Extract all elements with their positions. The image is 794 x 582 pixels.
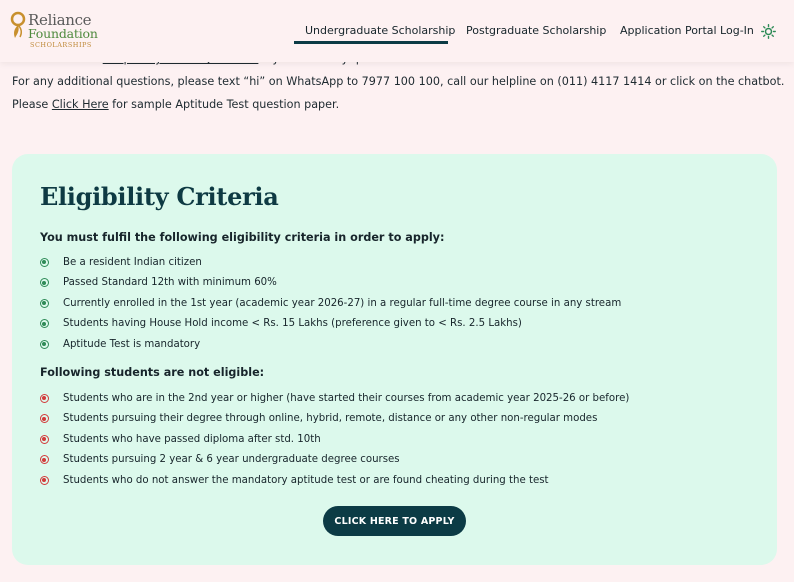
not-eligible-heading: Following students are not eligible: — [40, 366, 265, 379]
cross-bullet-icon — [40, 435, 49, 444]
logo-text-foundation: Foundation — [28, 26, 98, 41]
nav-postgraduate-scholarship[interactable]: Postgraduate Scholarship — [466, 24, 607, 37]
not-eligible-list — [40, 388, 629, 491]
eligibility-card — [12, 154, 777, 565]
logo-flame-icon — [10, 11, 28, 39]
contact-line: For any additional questions, please text “hi” on WhatsApp to 7977 100 100, call our helpline on (011) 4117 1414 or click on the chatbot. — [12, 75, 785, 88]
nav-application-portal-login[interactable]: Application Portal Log-In — [620, 24, 754, 37]
check-bullet-icon — [40, 299, 49, 308]
list-item: Be a resident Indian citizen — [40, 252, 621, 273]
cross-bullet-icon — [40, 414, 49, 423]
site-header — [0, 0, 794, 62]
reliance-foundation-logo[interactable] — [10, 9, 96, 51]
list-item: Students pursuing their degree through online, hybrid, remote, distance or any other non-regular modes — [40, 409, 629, 430]
logo-text-reliance: Reliance — [28, 11, 92, 29]
check-bullet-icon — [40, 258, 49, 267]
list-item: Students who do not answer the mandatory aptitude test or are found cheating during the test — [40, 470, 629, 491]
sample-paper-line: Please Click Here for sample Aptitude Test question paper. — [12, 98, 340, 111]
active-nav-underline — [294, 41, 448, 44]
nav-undergraduate-scholarship[interactable]: Undergraduate Scholarship — [305, 24, 456, 37]
list-item: Aptitude Test is mandatory — [40, 334, 621, 355]
eligible-heading: You must fulfil the following eligibility criteria in order to apply: — [40, 231, 445, 244]
check-bullet-icon — [40, 319, 49, 328]
list-item: Students having House Hold income < Rs. 15 Lakhs (preference given to < Rs. 2.5 Lakhs) — [40, 314, 621, 335]
list-item: Passed Standard 12th with minimum 60% — [40, 273, 621, 294]
sample-paper-link[interactable]: Click Here — [51, 98, 109, 111]
apply-button[interactable]: CLICK HERE TO APPLY — [323, 506, 466, 536]
cross-bullet-icon — [40, 455, 49, 464]
check-bullet-icon — [40, 278, 49, 287]
cross-bullet-icon — [40, 394, 49, 403]
check-bullet-icon — [40, 340, 49, 349]
eligibility-title: Eligibility Criteria — [40, 182, 279, 211]
list-item: Students pursuing 2 year & 6 year undergraduate degree courses — [40, 450, 629, 471]
logo-text-scholarships: SCHOLARSHIPS — [30, 41, 92, 49]
list-item: Currently enrolled in the 1st year (academic year 2026-27) in a regular full-time degree course in any stream — [40, 293, 621, 314]
cross-bullet-icon — [40, 476, 49, 485]
list-item: Students who have passed diploma after std. 10th — [40, 429, 629, 450]
list-item: Students who are in the 2nd year or higher (have started their courses from academic year 2025-26 or before) — [40, 388, 629, 409]
eligible-criteria-list — [40, 252, 621, 355]
sun-icon[interactable] — [761, 24, 776, 39]
